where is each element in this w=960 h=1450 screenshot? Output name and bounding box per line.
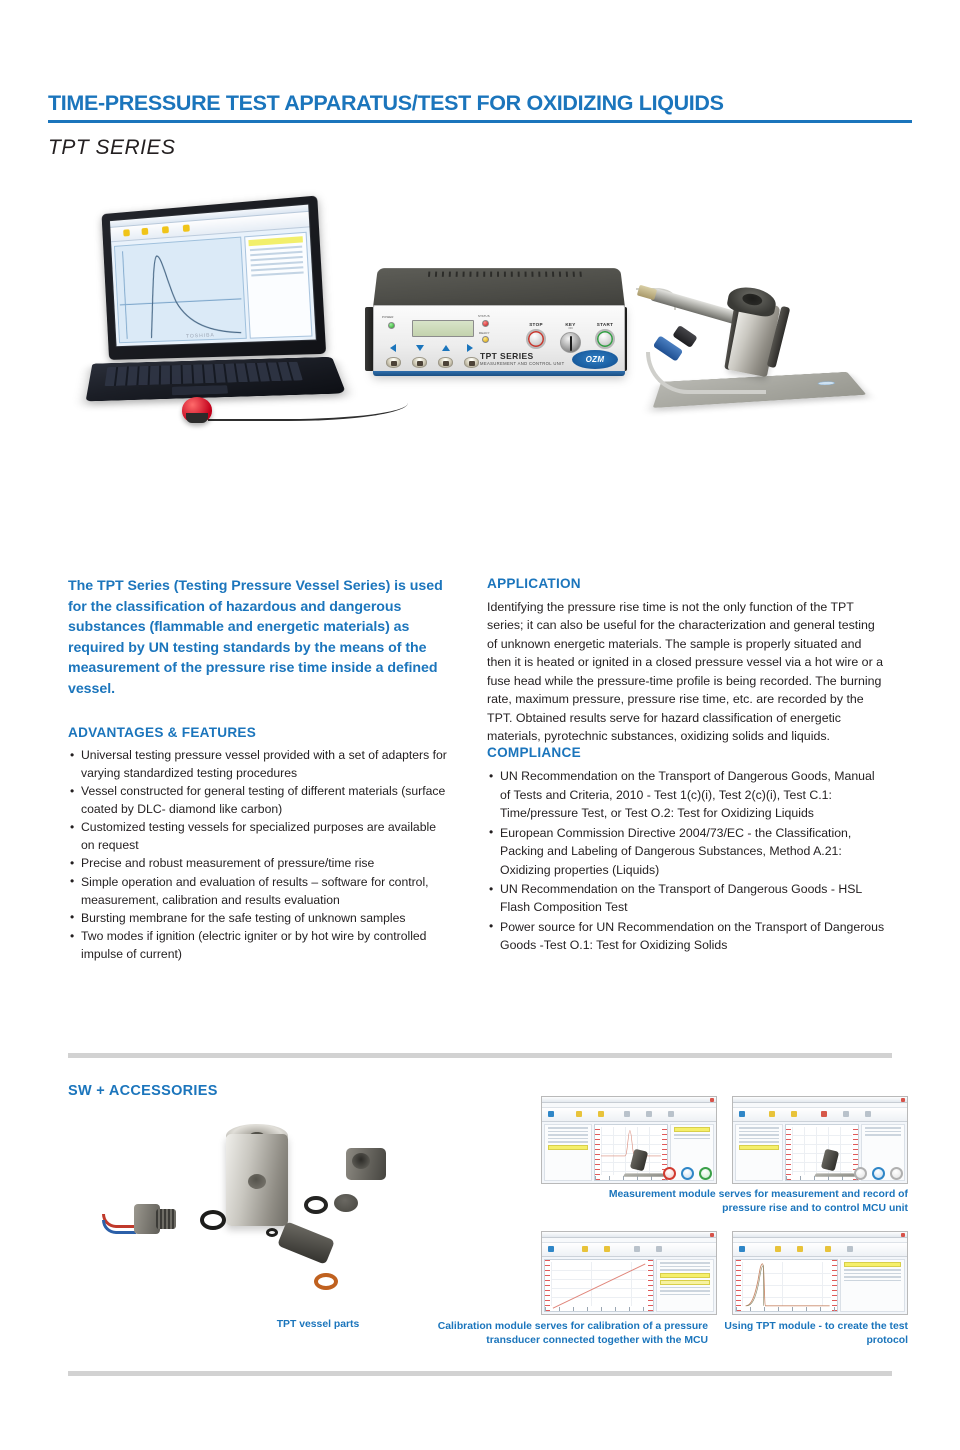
list-item: • Bursting membrane for the safe testing of unknown samples bbox=[68, 910, 452, 928]
key-button[interactable] bbox=[681, 1167, 694, 1180]
blue-wire bbox=[102, 1220, 136, 1234]
ribbon-toolbar bbox=[542, 1243, 716, 1257]
pressure-curve-icon bbox=[115, 238, 246, 343]
key-button[interactable] bbox=[872, 1167, 885, 1180]
window-titlebar bbox=[733, 1097, 907, 1103]
accessories-heading: SW + ACCESSORIES bbox=[68, 1083, 218, 1099]
mcu-lcd-display bbox=[412, 320, 474, 337]
laptop-keyboard bbox=[105, 362, 303, 386]
window-titlebar bbox=[733, 1232, 907, 1238]
section-divider-bottom bbox=[68, 1371, 892, 1376]
key-switch[interactable] bbox=[560, 332, 581, 353]
pressure-spike-icon bbox=[742, 1262, 831, 1307]
stop-button[interactable] bbox=[526, 329, 546, 349]
application-text: Identifying the pressure rise time is not the only function of the TPT series; it can also be useful for the characterization and general testing of unknown energetic materials. The sample is properly situated and then it is heated or ignited in a closed pressure vessel via a hot wire or a fuse head while the pressure-time profile is being recorded. The burning rate, maximum pressure, pressure rise time, etc. are recorded by the TPT. Obtained results serve for hazard classification of energetic materials, pyrotechnic substances, oxidizing solids and liquids. bbox=[487, 600, 884, 743]
nav-button-up[interactable] bbox=[438, 357, 453, 368]
advantages-list bbox=[68, 747, 452, 964]
list-item: • UN Recommendation on the Transport of Dangerous Goods, Manual of Tests and Criteria, 2010 - Test 1(c)(i), Test 2(c)(i), Test C.1: Time/pressure Test, or Test O.2: Test for Oxidizing Liquids bbox=[487, 767, 887, 822]
screen-plot bbox=[114, 237, 247, 344]
list-item: • Universal testing pressure vessel provided with a set of adapters for varying standardized testing procedures bbox=[68, 747, 452, 783]
application-heading: APPLICATION bbox=[487, 576, 581, 591]
electrode-plug bbox=[124, 1204, 176, 1238]
vessel-thumbnail bbox=[622, 1150, 668, 1178]
start-button[interactable] bbox=[699, 1167, 712, 1180]
ready-led bbox=[482, 336, 489, 343]
page-title: TIME-PRESSURE TEST APPARATUS/TEST FOR OXIDIZING LIQUIDS bbox=[48, 91, 724, 115]
test-protocol-chart bbox=[735, 1259, 838, 1312]
pressure-vessel-photo bbox=[630, 270, 890, 435]
vessel-main-body bbox=[226, 1134, 288, 1226]
mcu-model-label: TPT SERIES MEASUREMENT AND CONTROL UNIT bbox=[480, 351, 565, 366]
list-item: • Precise and robust measurement of pressure/time rise bbox=[68, 855, 452, 873]
calibration-row-highlight bbox=[660, 1273, 710, 1278]
ribbon-toolbar bbox=[542, 1108, 716, 1122]
calibration-table-panel bbox=[656, 1259, 714, 1312]
stop-button[interactable] bbox=[854, 1167, 867, 1180]
screenshot-measurement-idle bbox=[732, 1096, 908, 1184]
plug-threads bbox=[156, 1209, 176, 1229]
header-rule bbox=[48, 120, 912, 123]
close-icon[interactable] bbox=[901, 1233, 905, 1237]
caption-tpt-module: Using TPT module - to create the test protocol bbox=[724, 1321, 908, 1346]
arrow-left-icon[interactable] bbox=[390, 344, 396, 352]
mcu-unit-photo bbox=[365, 265, 630, 395]
screenshot-tpt-module bbox=[732, 1231, 908, 1315]
close-icon[interactable] bbox=[710, 1233, 714, 1237]
laptop-screen bbox=[109, 203, 317, 347]
compliance-list bbox=[487, 767, 887, 954]
window-titlebar bbox=[542, 1097, 716, 1103]
right-column bbox=[487, 576, 887, 956]
protocol-row-highlight bbox=[844, 1262, 901, 1267]
laptop-photo bbox=[90, 205, 340, 420]
page-header bbox=[48, 92, 912, 160]
laptop-brand-label: TOSHIBA bbox=[185, 332, 215, 340]
oring-seal bbox=[304, 1196, 328, 1214]
igniter-accessory bbox=[182, 397, 212, 423]
parameters-panel bbox=[544, 1124, 592, 1181]
window-body bbox=[733, 1257, 907, 1314]
oring-seal bbox=[200, 1210, 226, 1230]
laptop-cable bbox=[208, 391, 408, 421]
caption-measurement-module: Measurement module serves for measurement and record of pressure rise and to control MCU unit bbox=[608, 1189, 908, 1214]
nav-button-down[interactable] bbox=[412, 357, 427, 368]
product-series-subtitle: TPT SERIES bbox=[48, 135, 176, 159]
stop-button[interactable] bbox=[663, 1167, 676, 1180]
vessel-thumbnail bbox=[813, 1150, 859, 1178]
list-item: • Two modes if ignition (electric igniter or by hot wire by controlled impulse of current) bbox=[68, 928, 452, 964]
intro-paragraph: The TPT Series (Testing Pressure Vessel Series) is used for the classification of hazardous and dangerous substances (flammable and energetic materials) as required by UN testing standards by the means of the measurement of the pressure rise time inside a defined vessel. bbox=[68, 578, 443, 697]
window-titlebar bbox=[542, 1232, 716, 1238]
status-led bbox=[482, 320, 489, 327]
pressure-chart bbox=[594, 1124, 668, 1181]
close-icon[interactable] bbox=[710, 1098, 714, 1102]
section-divider-top bbox=[68, 1053, 892, 1058]
start-control[interactable]: START bbox=[595, 322, 615, 349]
arrow-right-icon[interactable] bbox=[467, 344, 473, 352]
list-item: • UN Recommendation on the Transport of Dangerous Goods - HSL Flash Composition Test bbox=[487, 880, 887, 917]
oring-seal bbox=[266, 1228, 278, 1237]
vessel-adapter bbox=[277, 1221, 335, 1265]
linear-fit-icon bbox=[551, 1262, 647, 1310]
window-body bbox=[542, 1257, 716, 1314]
screenshot-calibration-module bbox=[541, 1231, 717, 1315]
list-item: • Simple operation and evaluation of results – software for control, measurement, calibration and results evaluation bbox=[68, 874, 452, 910]
baseplate-sticker bbox=[817, 381, 836, 385]
stop-control[interactable]: STOP bbox=[526, 322, 546, 349]
left-column bbox=[68, 576, 452, 964]
advantages-heading: ADVANTAGES & FEATURES bbox=[68, 725, 257, 741]
arrow-up-icon[interactable] bbox=[442, 345, 450, 351]
nav-button-left[interactable] bbox=[386, 357, 401, 368]
result-row bbox=[674, 1127, 710, 1132]
hero-product-photo bbox=[70, 195, 890, 460]
control-buttons[interactable] bbox=[854, 1167, 903, 1180]
mcu-vents bbox=[428, 272, 586, 277]
control-buttons[interactable] bbox=[663, 1167, 712, 1180]
caption-calibration-module: Calibration module serves for calibration of a pressure transducer connected together with the MCU bbox=[437, 1321, 708, 1346]
vessel-side-port bbox=[248, 1174, 266, 1189]
closing-nut bbox=[346, 1148, 386, 1180]
compliance-heading: COMPLIANCE bbox=[487, 745, 581, 761]
key-control[interactable]: KEY ON bbox=[560, 322, 581, 353]
protocol-panel bbox=[840, 1259, 905, 1312]
screen-body bbox=[111, 228, 316, 346]
power-led bbox=[388, 322, 395, 329]
close-icon[interactable] bbox=[901, 1098, 905, 1102]
black-connector bbox=[672, 325, 698, 348]
arrow-down-icon[interactable] bbox=[416, 345, 424, 351]
calibration-chart bbox=[544, 1259, 654, 1312]
vessel-parts-photo bbox=[118, 1118, 418, 1313]
ribbon-toolbar bbox=[733, 1243, 907, 1257]
list-item: • Power source for UN Recommendation on the Transport of Dangerous Goods -Test O.1: Test for Oxidizing Solids bbox=[487, 918, 887, 955]
caption-vessel-parts: TPT vessel parts bbox=[276, 1319, 360, 1330]
highlighted-field bbox=[739, 1145, 779, 1150]
screen-sidepanel bbox=[244, 232, 313, 339]
parameters-panel bbox=[735, 1124, 783, 1181]
ribbon-toolbar bbox=[733, 1108, 907, 1122]
nav-button-right[interactable] bbox=[464, 357, 479, 368]
ozm-logo: OZM bbox=[572, 350, 618, 369]
copper-washer bbox=[314, 1273, 338, 1290]
start-button[interactable] bbox=[595, 329, 615, 349]
mcu-front-panel: POWER STATUS READY TPT SERIES MEASUREMENT AND CONTROL UNIT STOP KEY ON START OZM bbox=[373, 305, 625, 373]
highlighted-field bbox=[548, 1145, 588, 1150]
list-item: • Customized testing vessels for specialized purposes are available on request bbox=[68, 819, 452, 855]
list-item: • Vessel constructed for general testing of different materials (surface coated by DLC- diamond like carbon) bbox=[68, 783, 452, 819]
start-button[interactable] bbox=[890, 1167, 903, 1180]
mcu-base-strip bbox=[373, 371, 625, 376]
screenshot-measurement-module bbox=[541, 1096, 717, 1184]
list-item: • European Commission Directive 2004/73/EC - the Classification, Packing and Labeling of Dangerous Substances, Method A.21: Oxidizing properties (Liquids) bbox=[487, 824, 887, 879]
pressure-chart-empty bbox=[785, 1124, 859, 1181]
bursting-membrane-disc bbox=[334, 1194, 358, 1212]
